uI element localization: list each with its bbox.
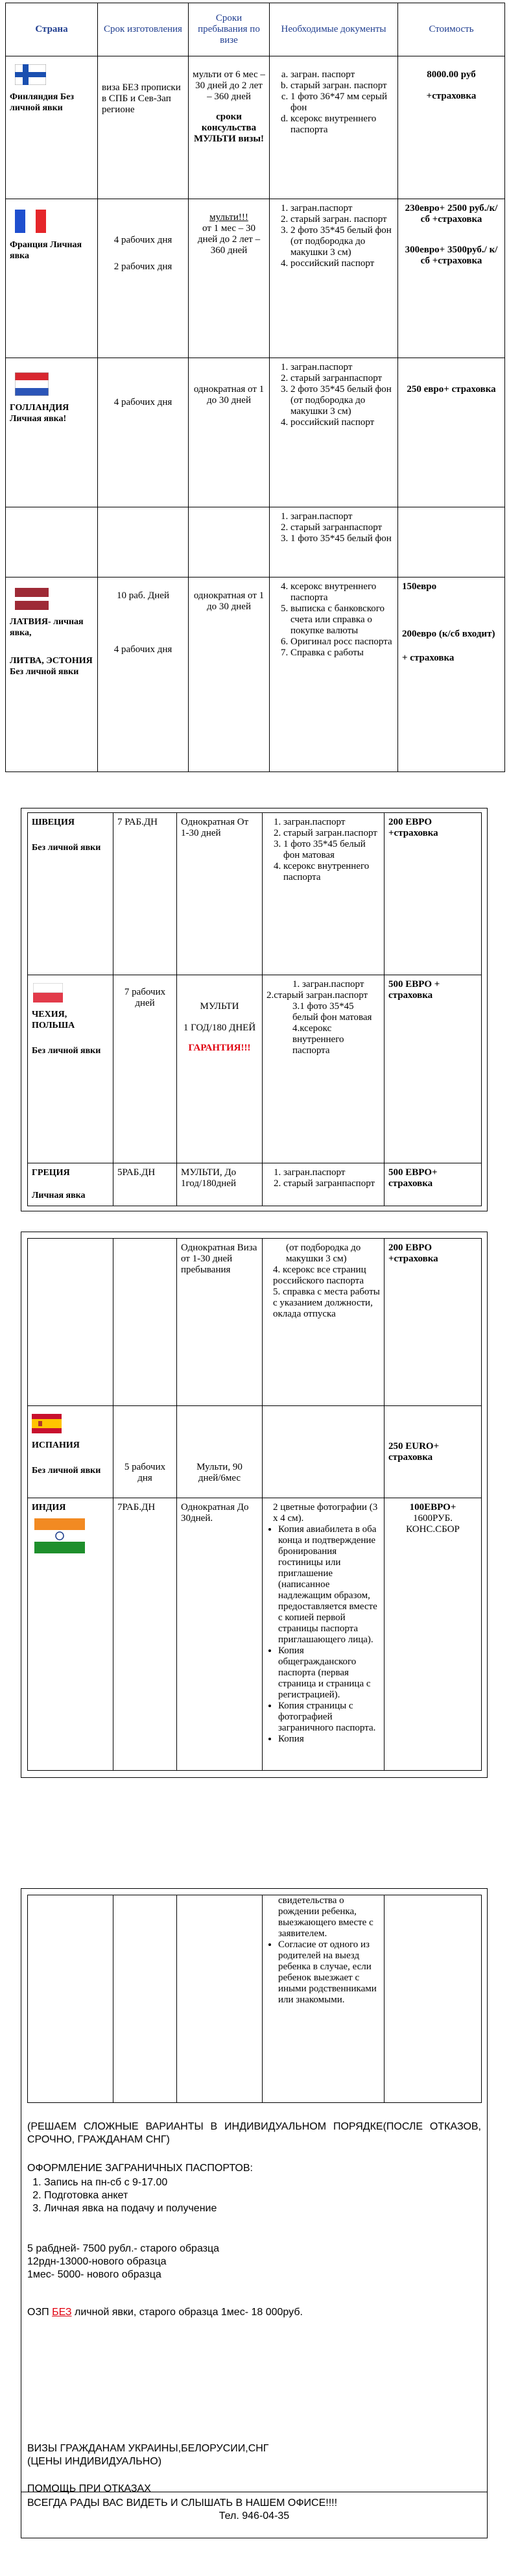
sweden-name: ШВЕЦИЯ [32,818,75,827]
netherlands-stay: однократная от 1 до 30 дней [189,358,270,507]
row-latvia [6,577,505,772]
notes-ozp-pre: ОЗП [27,2307,53,2318]
page2-doc-b: 4. ксерокс все страниц российского паспорта [273,1265,366,1286]
notes-price-b: 12рдн-13000-нового образца [27,2256,167,2267]
greece-stay: МУЛЬТИ, До 1год/180дней [177,1163,263,1206]
sweden-processing: 7 РАБ.ДН [113,813,177,975]
finland-name: Финляндия Без личной явки [10,92,74,113]
latvia-doc: 7. Справка с работы [290,648,394,659]
latvia-price-3: + страховка [402,653,455,663]
notes-ozp-red: БЕЗ [52,2307,72,2318]
row-sweden [28,813,482,975]
visa-table-page1 [5,3,505,772]
greece-processing: 5РАБ.ДН [113,1163,177,1206]
czech-doc-4: 4.ксерокс внутреннего паспорта [292,1023,344,1056]
sweden-doc: 4. ксерокс внутреннего паспорта [283,861,380,883]
netherlands-name: ГОЛЛАНДИЯ Личная явка! [10,403,69,424]
finland-price-note: +страховка [426,91,477,101]
blank-row-doc: 1. загран.паспорт [290,511,394,522]
latvia-doc: 6. Оригинал росс паспорта [290,637,394,648]
france-price-1: 230евро+ 2500 руб./к/сб +страховка [405,203,498,225]
finland-processing: виза БЕЗ прописки в СПБ и Сев-Зап регионе [98,56,189,199]
notes-visa-cis-2: (ЦЕНЫ ИНДИВИДУАЛЬНО) [27,2456,162,2467]
visa-table-page2 [27,1238,482,1771]
poland-flag-icon [33,983,63,1002]
notes-ozp [27,2306,481,2319]
netherlands-doc: 2. старый загранпаспорт [290,373,394,384]
latvia-name-2: ЛИТВА, ЭСТОНИЯ Без личной явки [10,656,93,677]
blank-row-docs [274,511,394,544]
spain-stay: Мульти, 90 дней/6мес [177,1406,263,1498]
notes-block [27,2120,481,2496]
sweden-doc: 2. старый загран.паспорт [283,828,380,839]
sweden-stay: Однократная От 1-30 дней [177,813,263,975]
notes-ozp-post: личной явки, старого образца 1мес- 18 000руб. [71,2307,303,2318]
spain-price: 250 EURO+ страховка [385,1406,482,1498]
netherlands-doc: 4. российский паспорт [290,417,394,428]
india-doc: • Копия общегражданского паспорта (первая страница и страница с регистрацией). [278,1646,380,1701]
row-france [6,199,505,358]
finland-stay-note: сроки консульства МУЛЬТИ визы! [193,112,265,144]
france-doc: 4. российский паспорт [290,258,394,269]
page3-doc-continued: свидетельства о рождении ребенка, выезжающего вместе с заявителем. [278,1895,373,1939]
finland-country-cell [6,56,98,199]
row-finland [6,56,505,199]
france-name: Франция Личная явка [10,240,82,261]
netherlands-processing: 4 рабочих дня [98,358,189,507]
notes-passport-step: 3. Личная явка на подачу и получение [44,2202,481,2215]
latvia-docs [274,581,394,659]
footer-phone: Тел. 946-04-35 [219,2510,290,2521]
india-name: ИНДИЯ [32,1503,66,1513]
france-flag-icon [15,210,46,233]
header-country: Страна [6,3,98,56]
netherlands-doc: 3. 2 фото 35*45 белый фон (от подбородка до макушки 3 см) [290,384,394,417]
header-documents: Необходимые документы [270,3,398,56]
row-spain [28,1406,482,1498]
czech-name: ЧЕХИЯ, ПОЛЬША [32,1010,75,1030]
greece-doc: 1. загран.паспорт [283,1167,380,1178]
visa-table-page1b [27,812,482,1206]
netherlands-doc: 1. загран.паспорт [290,362,394,373]
latvia-price-2: 200евро (к/сб входит) [402,629,495,639]
sweden-price: 200 ЕВРО +страховка [385,813,482,975]
india-doc: • Копия страницы с фотографией заграничного паспорта. [278,1701,380,1734]
notes-visa-cis-1: ВИЗЫ ГРАЖДАНАМ УКРАИНЫ,БЕЛОРУСИИ,СНГ [27,2443,269,2454]
greece-name: ГРЕЦИЯ [32,1168,70,1178]
latvia-stay: однократная от 1 до 30 дней [189,577,270,772]
greece-name-note: Личная явка [32,1191,86,1200]
notes-price-a: 5 рабдней- 7500 рубл.- старого образца [27,2243,220,2254]
czech-name-note: Без личной явки [32,1046,101,1056]
india-processing: 7РАБ.ДН [113,1498,177,1771]
czech-guarantee: ГАРАНТИЯ!!! [188,1043,251,1053]
finland-doc: b. старый загран. паспорт [290,80,394,91]
france-stay-multi: мульти!!! [209,212,248,223]
notes-complex-cases: (РЕШАЕМ СЛОЖНЫЕ ВАРИАНТЫ В ИНДИВИДУАЛЬНОМ ПОРЯДКЕ(ПОСЛЕ ОТКАЗОВ, СРОЧНО, ГРАЖДАНАМ СНГ) [27,2121,481,2145]
sweden-docs [266,817,380,883]
finland-doc: a. загран. паспорт [290,69,394,80]
page2-doc-c: 5. справка с места работы с указанием должности, оклада отпуска [273,1287,380,1319]
india-docs [266,1502,380,1745]
czech-stay-2: 1 ГОД/180 ДНЕЙ [183,1023,256,1033]
france-doc: 2. старый загран. паспорт [290,214,394,225]
row-netherlands [6,358,505,507]
header-processing: Срок изготовления [98,3,189,56]
india-doc: • Копия [278,1734,380,1745]
notes-refusal: ПОМОЩЬ ПРИ ОТКАЗАХ [27,2483,151,2494]
india-doc: • Копия авиабилета в оба конца и подтверждение бронирования гостиницы или приглашение (написанное надлежащим образом, предоставляется вместе с копией первой страницы паспорта приглашающего лица). [278,1524,380,1646]
latvia-flag-icon [15,588,49,610]
row-india [28,1498,482,1771]
notes-passport-step: 2. Подготовка анкет [44,2189,481,2202]
czech-processing: 7 рабочих дней [113,975,177,1163]
czech-doc-2: 2.старый загран.паспорт [266,990,368,1001]
row-greece [28,1163,482,1206]
netherlands-flag-icon [15,372,49,396]
czech-price: 500 ЕВРО + страховка [385,975,482,1163]
page2-doc-a: (от подбородка до макушки 3 см) [286,1243,361,1264]
finland-flag-icon [15,64,46,85]
spain-processing: 5 рабочих дня [113,1406,177,1498]
finland-docs [274,69,394,136]
france-processing-2: 2 рабочих дня [113,261,172,272]
footer [27,2497,481,2523]
france-docs [274,203,394,269]
spain-flag-icon [32,1414,62,1433]
latvia-name-1: ЛАТВИЯ- личная явка, [10,617,84,638]
czech-doc-1: 1. загран.паспорт [292,979,364,990]
finland-price: 8000.00 руб [427,69,476,80]
latvia-processing-2: 4 рабочих дня [113,644,172,655]
sweden-doc: 1. загран.паспорт [283,817,380,828]
page2-stay: Однократная Виза от 1-30 дней пребывания [177,1239,263,1406]
row-page2-continued [28,1239,482,1406]
blank-row-doc: 2. старый загранпаспорт [290,522,394,533]
sweden-name-note: Без личной явки [32,843,101,853]
latvia-doc: 5. выписка с банковского счета или справка о покупке валюты [290,603,394,637]
greece-docs [266,1167,380,1189]
france-doc: 1. загран.паспорт [290,203,394,214]
header-stay: Сроки пребывания по визе [189,3,270,56]
india-doc: 2 цветные фотографии (3 х 4 см). [273,1502,378,1524]
greece-price: 500 ЕВРО+ страховка [385,1163,482,1206]
france-price-2: 300евро+ 3500руб./ к/сб +страховка [405,245,498,266]
finland-doc: c. 1 фото 36*47 мм серый фон [290,91,394,114]
latvia-price-1: 150евро [402,581,437,592]
row-czech [28,975,482,1163]
sweden-doc: 3. 1 фото 35*45 белый фон матовая [283,839,380,861]
latvia-doc: 4. ксерокс внутреннего паспорта [290,581,394,603]
footer-welcome: ВСЕГДА РАДЫ ВАС ВИДЕТЬ И СЛЫШАТЬ В НАШЕМ ОФИСЕ!!!! [27,2497,338,2509]
notes-passport-step: 1. Запись на пн-сб с 9-17.00 [44,2176,481,2189]
finland-stay: мульти от 6 мес – 30 дней до 2 лет – 360 дней [193,69,265,102]
netherlands-docs [274,362,394,428]
india-stay: Однократная До 30дней. [177,1498,263,1771]
spain-name: ИСПАНИЯ [32,1440,80,1450]
finland-doc: d. ксерокс внутреннего паспорта [290,114,394,136]
france-stay: от 1 мес – 30 дней до 2 лет – 360 дней [197,223,261,256]
india-flag-icon [34,1518,85,1553]
latvia-processing-1: 10 раб. Дней [117,590,169,601]
india-price-1: 100ЕВРО+ [409,1502,456,1513]
netherlands-price: 250 евро+ страховка [398,358,505,507]
notes-price-c: 1мес- 5000- нового образца [27,2269,161,2280]
notes-passport-steps [27,2176,481,2215]
page2-price: 200 ЕВРО +страховка [385,1239,482,1406]
france-doc: 3. 2 фото 35*45 белый фон (от подбородка до макушки 3 см) [290,225,394,258]
france-processing-1: 4 рабочих дня [113,235,172,245]
row-blank [6,507,505,577]
header-price: Стоимость [398,3,505,56]
czech-doc-3: 3.1 фото 35*45 белый фон матовая [292,1001,372,1023]
page3-doc-item: • Согласие от одного из родителей на выезд ребенка в случае, если ребенок выезжает с иными родственниками или знакомыми. [278,1939,380,2006]
blank-row-doc: 3. 1 фото 35*45 белый фон [290,533,394,544]
czech-stay: МУЛЬТИ [200,1001,239,1012]
notes-passport-title: ОФОРМЛЕНИЕ ЗАГРАНИЧНЫХ ПАСПОРТОВ: [27,2163,253,2174]
spain-name-note: Без личной явки [32,1466,101,1476]
greece-doc: 2. старый загранпаспорт [283,1178,380,1189]
india-price-2: 1600РУБ. КОНС.СБОР [406,1513,460,1535]
